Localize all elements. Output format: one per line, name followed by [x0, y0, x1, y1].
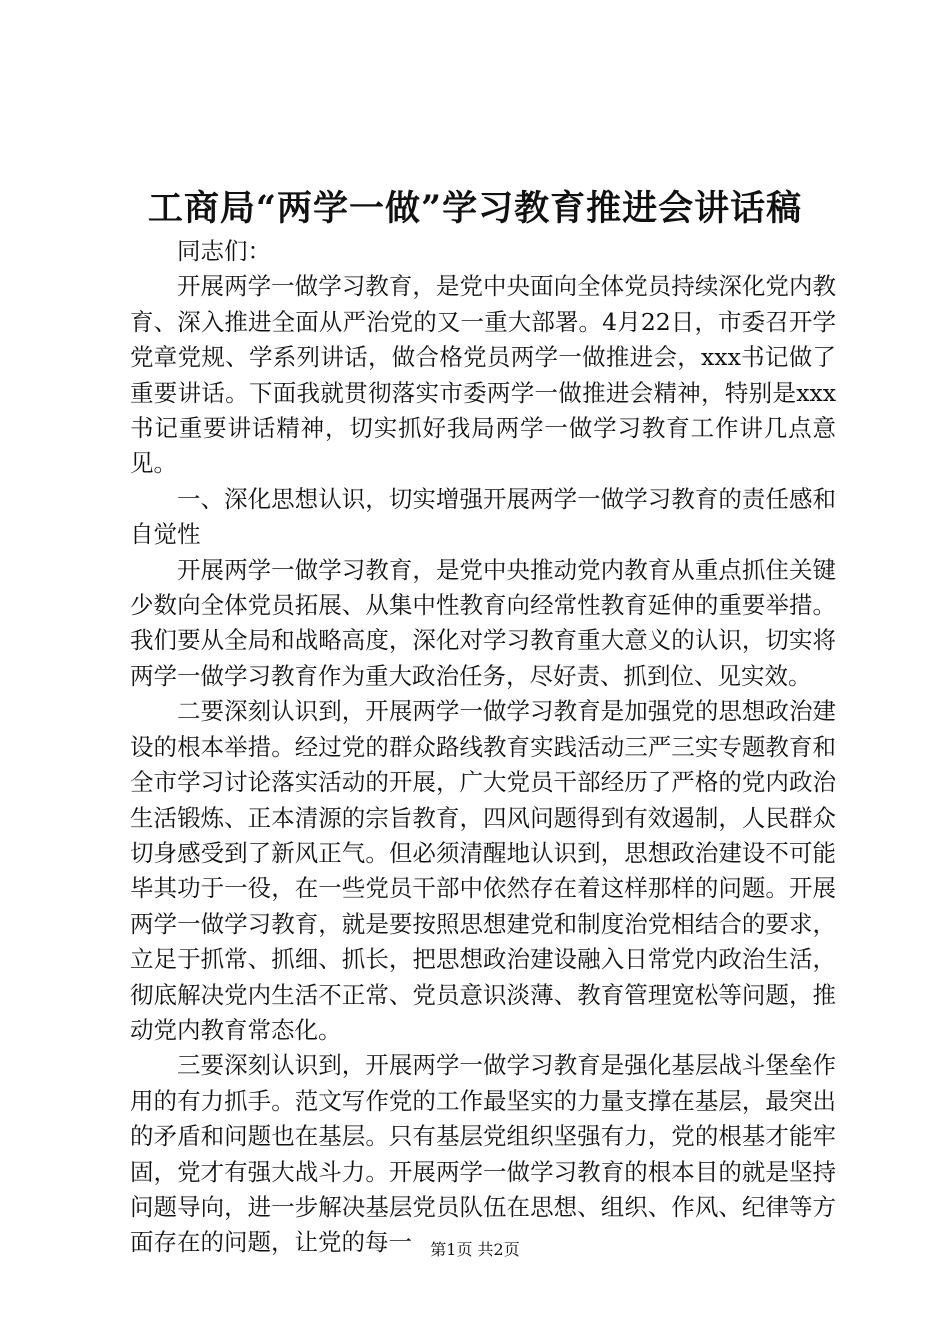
- paragraph: 三要深刻认识到，开展两学一做学习教育是强化基层战斗堡垒作用的有力抓手。范文写作党的工作最坚实的力量支撑在基层，最突出的矛盾和问题也在基层。只有基层党组织坚强有力，党的根基才能牢固，党才有强大战斗力。开展两学一做学习教育的根本目的就是坚持问题导向，进一步解决基层党员队伍在思想、组织、作风、纪律等方面存在的问题，让党的每一: [130, 1051, 836, 1257]
- salutation: 同志们：: [177, 237, 271, 265]
- paragraph: 开展两学一做学习教育，是党中央面向全体党员持续深化党内教育、深入推进全面从严治党的又一重大部署。4月22日，市委召开学党章党规、学系列讲话，做合格党员两学一做推进会，xxx书记做了重要讲话。下面我就贯彻落实市委两学一做推进会精神，特别是xxx书记重要讲话精神，切实抓好我局两学一做学习教育工作讲几点意见。: [130, 272, 836, 478]
- page-footer: 第1页 共2页: [430, 1240, 520, 1259]
- document-body: [130, 234, 836, 1261]
- paragraph: 开展两学一做学习教育，是党中央推动党内教育从重点抓住关键少数向全体党员拓展、从集中性教育向经常性教育延伸的重要举措。我们要从全局和战略高度，深化对学习教育重大意义的认识，切实将两学一做学习教育作为重大政治任务，尽好责、抓到位、见实效。: [130, 555, 836, 690]
- document-title: 工商局“两学一做”学习教育推进会讲话稿: [147, 188, 803, 229]
- paragraph: 二要深刻认识到，开展两学一做学习教育是加强党的思想政治建设的根本举措。经过党的群众路线教育实践活动三严三实专题教育和全市学习讨论落实活动的开展，广大党员干部经历了严格的党内政治生活锻炼、正本清源的宗旨教育，四风问题得到有效遏制，人民群众切身感受到了新风正气。但必须清醒地认识到，思想政治建设不可能毕其功于一役，在一些党员干部中依然存在着这样那样的问题。开展两学一做学习教育，就是要按照思想建党和制度治党相结合的要求，立足于抓常、抓细、抓长，把思想政治建设融入日常党内政治生活，彻底解决党内生活不正常、党员意识淡薄、教育管理宽松等问题，推动党内教育常态化。: [130, 697, 836, 1044]
- section-heading: 一、深化思想认识，切实增强开展两学一做学习教育的责任感和自觉性: [130, 484, 836, 549]
